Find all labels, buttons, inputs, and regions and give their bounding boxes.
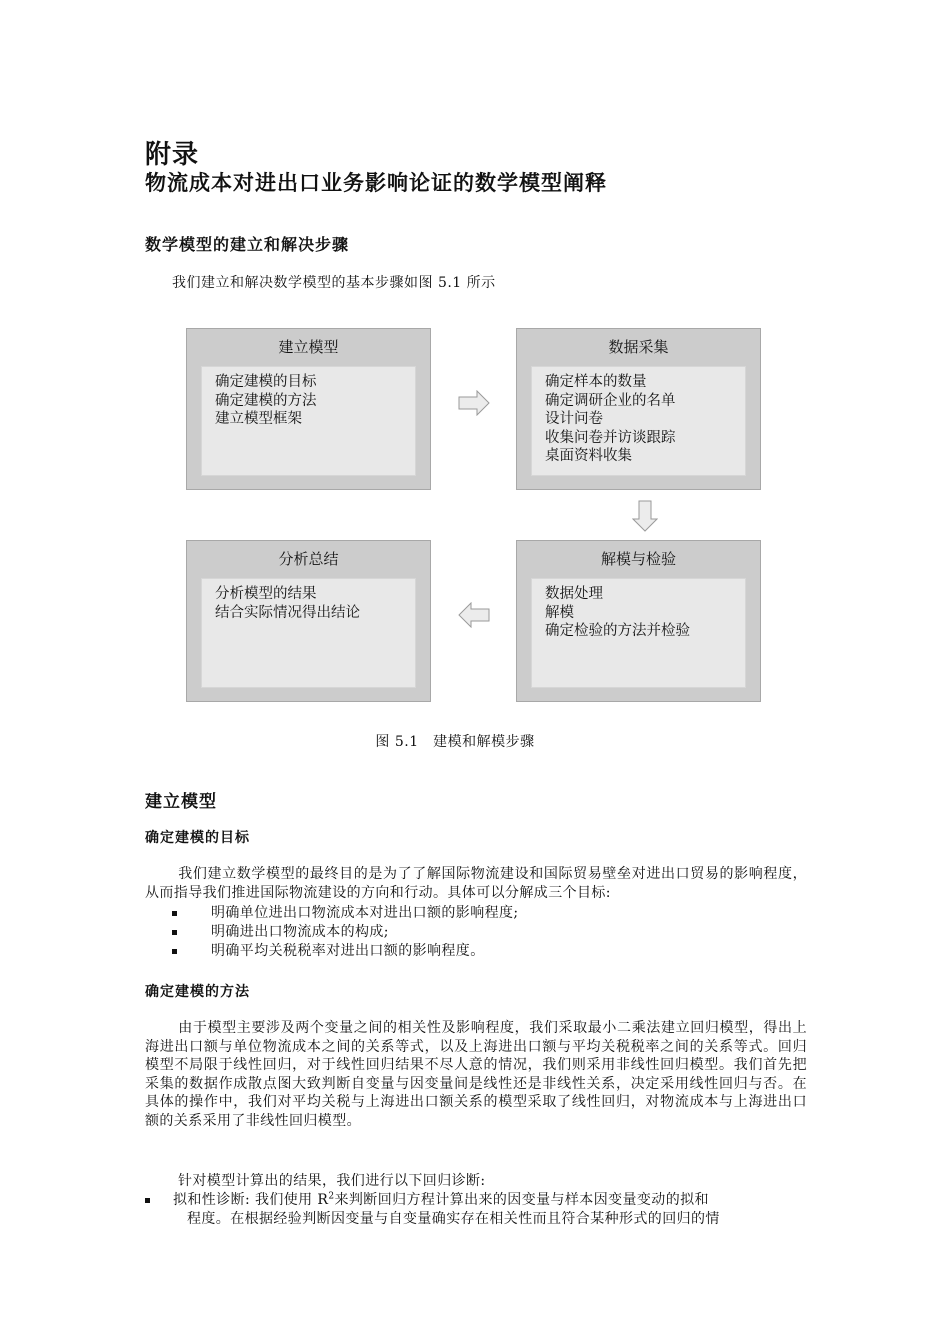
figure-caption: 图 5.1 建模和解模步骤 bbox=[375, 734, 535, 750]
box-title: 数据采集 bbox=[608, 338, 669, 356]
method-paragraph bbox=[145, 1019, 807, 1130]
box-title: 分析总结 bbox=[278, 550, 339, 568]
box-item: 数据处理 bbox=[545, 586, 603, 602]
box-content bbox=[201, 366, 416, 476]
goal-paragraph bbox=[145, 865, 807, 902]
bullet-text: 明确进出口物流成本的构成; bbox=[211, 924, 389, 940]
diagnosis-paragraph bbox=[145, 1172, 807, 1191]
box-content bbox=[531, 366, 746, 476]
box-build-model bbox=[186, 328, 431, 490]
box-item: 收集问卷并访谈跟踪 bbox=[545, 429, 676, 446]
method-paragraph-text: 由于模型主要涉及两个变量之间的相关性及影响程度，我们采取最小二乘法建立回归模型，得出上海进出口额与单位物流成本之间的关系等式，以及上海进出口额与平均关税税率之间的关系等式。回归模型不局限于线性回归，对于线性回归结果不尽人意的情况，我们则采用非线性回归模型。我们首先把采集的数据作成散点图大致判断自变量与因变量间是线性还是非线性关系，决定采用线性回归与否。在具体的操作中，我们对平均关税与上海进出口额关系的模型采取了线性回归，对物流成本与上海进出口额的关系采用了非线性回归模型。 bbox=[145, 1020, 807, 1129]
subheading-goal: 确定建模的目标 bbox=[145, 830, 250, 846]
box-data-collection bbox=[516, 328, 761, 490]
bullet-icon bbox=[172, 911, 177, 916]
fit-text-a: 拟和性诊断: 我们使用 R bbox=[173, 1192, 329, 1208]
bullet-icon bbox=[172, 930, 177, 935]
diagnosis-paragraph-text: 针对模型计算出的结果，我们进行以下回归诊断: bbox=[178, 1173, 486, 1189]
arrow-down-icon bbox=[632, 500, 658, 532]
box-item: 确定调研企业的名单 bbox=[545, 392, 676, 409]
bullet-icon bbox=[145, 1198, 150, 1203]
box-analysis-summary bbox=[186, 540, 431, 702]
box-item: 设计问卷 bbox=[545, 411, 603, 427]
box-item: 结合实际情况得出结论 bbox=[215, 604, 360, 621]
box-item: 建立模型框架 bbox=[215, 411, 302, 427]
goal-paragraph-text: 我们建立数学模型的最终目的是为了了解国际物流建设和国际贸易壁垒对进出口贸易的影响程度，从而指导我们推进国际物流建设的方向和行动。具体可以分解成三个目标: bbox=[145, 866, 807, 901]
box-item: 确定建模的目标 bbox=[215, 374, 317, 390]
appendix-title: 附录 bbox=[145, 140, 200, 170]
fit-bullet-line1 bbox=[173, 1191, 709, 1210]
box-item: 分析模型的结果 bbox=[215, 586, 317, 602]
document-subtitle: 物流成本对进出口业务影响论证的数学模型阐释 bbox=[145, 170, 607, 195]
bullet-text: 明确单位进出口物流成本对进出口额的影响程度; bbox=[211, 905, 519, 921]
section-heading-build: 建立模型 bbox=[145, 792, 217, 812]
box-item: 确定样本的数量 bbox=[545, 374, 647, 390]
fit-bullet-line2: 程度。在根据经验判断因变量与自变量确实存在相关性而且符合某种形式的回归的情 bbox=[187, 1210, 720, 1227]
bullet-text: 明确平均关税税率对进出口额的影响程度。 bbox=[211, 943, 485, 959]
box-title: 解模与检验 bbox=[600, 550, 676, 568]
box-item: 解模 bbox=[545, 604, 574, 621]
arrow-left-icon bbox=[458, 602, 490, 628]
box-solve-verify bbox=[516, 540, 761, 702]
fit-text-b: 来判断回归方程计算出来的因变量与样本因变量变动的拟和 bbox=[334, 1192, 709, 1208]
bullet-icon bbox=[172, 949, 177, 954]
arrow-right-icon bbox=[458, 390, 490, 416]
box-item: 桌面资料收集 bbox=[545, 448, 632, 464]
box-content bbox=[201, 578, 416, 688]
section-heading-steps: 数学模型的建立和解决步骤 bbox=[145, 235, 350, 254]
box-item: 确定建模的方法 bbox=[215, 392, 317, 409]
box-title: 建立模型 bbox=[278, 338, 339, 356]
box-item: 确定检验的方法并检验 bbox=[545, 623, 690, 639]
intro-paragraph: 我们建立和解决数学模型的基本步骤如图 5.1 所示 bbox=[172, 275, 496, 291]
box-content bbox=[531, 578, 746, 688]
subheading-method: 确定建模的方法 bbox=[145, 984, 250, 1000]
superscript: 2 bbox=[328, 1191, 335, 1202]
